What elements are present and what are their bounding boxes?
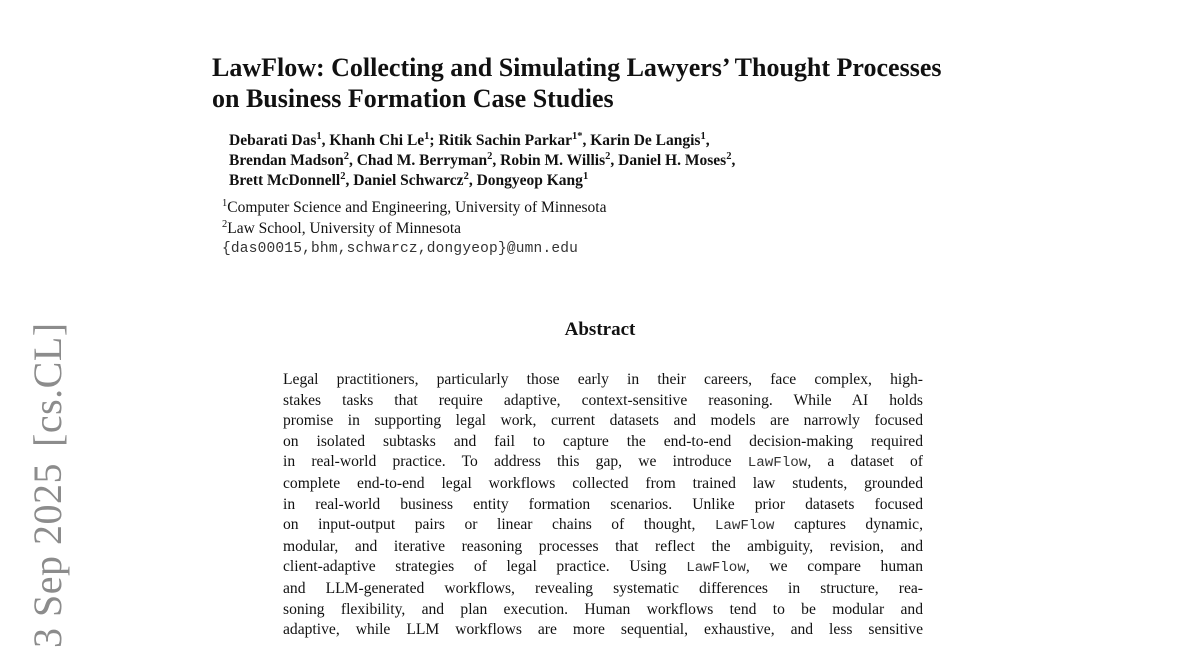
author-name: Brendan Madson	[229, 152, 344, 169]
author-line: Brett McDonnell$^2$, Daniel Schwarcz$^2$, Dongyeop Kang$^1$	[229, 171, 589, 189]
dataset-name: LawFlow	[747, 455, 808, 472]
abstract-line: in real-world practice. To address this gap, we introduce LawFlow, a dataset of	[283, 453, 923, 472]
abstract-line: in real-world business entity formation scenarios. Unlike prior datasets focused	[283, 495, 923, 513]
dataset-name: LawFlow	[714, 518, 775, 535]
affiliation-block	[222, 197, 606, 260]
author-affiliation-marker: 2	[340, 171, 346, 182]
author-affiliation-marker: 1	[316, 131, 322, 142]
paper-title	[212, 52, 1032, 114]
abstract-line: soning flexibility, and plan execution. Human workflows tend to be modular and	[283, 600, 923, 618]
author-affiliation-marker: 1	[582, 171, 589, 182]
author-name: Daniel Schwarcz	[353, 172, 464, 189]
affiliation-line	[222, 218, 606, 239]
author-affiliation-marker: 2	[463, 171, 469, 182]
affiliation-marker: 1	[222, 198, 228, 209]
author-name: Khanh Chi Le	[329, 132, 425, 149]
abstract-line: adaptive, while LLM workflows are more sequential, exhaustive, and less sensitive	[283, 621, 923, 639]
affiliation-marker: 2	[222, 219, 228, 230]
author-name: Daniel H. Moses	[618, 152, 727, 169]
author-affiliation-marker: 2	[605, 151, 611, 162]
author-list	[229, 131, 989, 191]
author-name: Robin M. Willis	[500, 152, 606, 169]
author-name: Ritik Sachin Parkar	[438, 132, 572, 149]
author-affiliation-marker: 2	[726, 151, 732, 162]
abstract-line: modular, and iterative reasoning processes that reflect the ambiguity, revision, and	[283, 537, 923, 555]
author-name: Karin De Langis	[590, 132, 701, 149]
author-affiliation-marker: 2	[487, 151, 493, 162]
arxiv-side-stamp	[22, 322, 74, 648]
author-line: Brendan Madson$^2$, Chad M. Berryman$^2$, Robin M. Willis$^2$, Daniel H. Moses$^2$,	[229, 151, 736, 169]
abstract-body	[283, 370, 923, 641]
author-name: Brett McDonnell	[229, 172, 341, 189]
author-name: Debarati Das	[229, 132, 317, 149]
arxiv-stamp-category: [cs.CL]	[25, 322, 70, 447]
abstract-line: on isolated subtasks and fail to capture the end-to-end decision-making required	[283, 432, 923, 450]
paper-title-line: on Business Formation Case Studies	[212, 84, 614, 113]
abstract-line: on input-output pairs or linear chains of thought, LawFlow captures dynamic,	[283, 516, 923, 535]
author-line: Debarati Das$^1$, Khanh Chi Le$^1$; Ritik Sachin Parkar$^{1*}$, Karin De Langis$^1$,	[229, 131, 710, 149]
abstract-line: Legal practitioners, particularly those early in their careers, face complex, high-	[283, 371, 923, 388]
abstract-line: complete end-to-end legal workflows collected from trained law students, grounded	[283, 474, 923, 492]
affiliation-line	[222, 197, 606, 218]
author-affiliation-marker: 1	[700, 131, 706, 142]
arxiv-stamp-date: 3 Sep 2025	[25, 463, 70, 648]
abstract-line: and LLM-generated workflows, revealing systematic differences in structure, rea-	[283, 579, 923, 597]
affiliation-text: Computer Science and Engineering, University of Minnesota	[227, 199, 607, 216]
abstract-line: stakes tasks that require adaptive, context-sensitive reasoning. While AI holds	[283, 391, 923, 409]
paper-title-line: LawFlow: Collecting and Simulating Lawyers’ Thought Processes	[212, 53, 942, 82]
author-name: Dongyeop Kang	[476, 172, 583, 189]
author-emails: {das00015,bhm,schwarcz,dongyeop}@umn.edu	[222, 241, 579, 257]
abstract-line: promise in supporting legal work, current datasets and models are narrowly focused	[283, 412, 923, 430]
author-affiliation-marker: 1*	[571, 131, 583, 142]
author-affiliation-marker: 1	[424, 131, 430, 142]
abstract-line: client-adaptive strategies of legal practice. Using LawFlow, we compare human	[283, 558, 923, 577]
author-name: Chad M. Berryman	[356, 152, 488, 169]
author-affiliation-marker: 2	[343, 151, 349, 162]
abstract-heading: Abstract	[564, 319, 636, 340]
affiliation-text: Law School, University of Minnesota	[227, 220, 462, 237]
dataset-name: LawFlow	[686, 560, 746, 577]
